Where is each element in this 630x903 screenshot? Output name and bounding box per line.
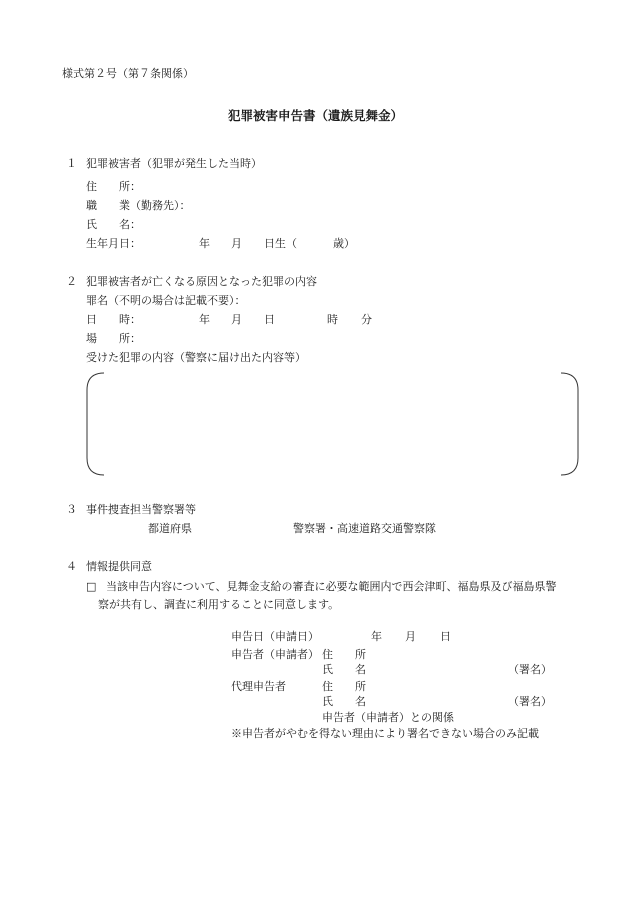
victim-name-label: 氏 名： <box>86 218 141 231</box>
crime-day: 日 <box>264 313 275 326</box>
police-station-label: 警察署・高速道路交通警察隊 <box>293 522 436 535</box>
agent-signature-mark: （署名） <box>508 695 552 708</box>
victim-dob-label: 生年月日： <box>86 237 141 250</box>
applicant-name-label: 氏 名 <box>322 663 366 676</box>
consent-text-line1: 当該申告内容について、見舞金支給の審査に必要な範囲内で西会津町、福島県及び福島県警 <box>106 580 557 593</box>
crime-minute: 分 <box>361 313 372 326</box>
consent-text-line2: 察が共有し、調査に利用することに同意します。 <box>98 598 340 611</box>
crime-hour: 時 <box>327 313 338 326</box>
agent-name-label: 氏 名 <box>322 695 366 708</box>
dob-age: 歳） <box>333 237 355 250</box>
crime-place-label: 場 所： <box>86 332 141 345</box>
victim-address-label: 住 所： <box>86 180 141 193</box>
application-date-label: 申告日（申請日） <box>231 630 319 643</box>
agent-address-label: 住 所 <box>322 680 366 693</box>
applicant-label: 申告者（申請者） <box>231 648 319 661</box>
crime-name-label: 罪名（不明の場合は記載不要）： <box>86 294 246 307</box>
crime-year: 年 <box>199 313 210 326</box>
crime-content-bracket-box[interactable] <box>86 372 579 476</box>
form-number: 様式第２号（第７条関係） <box>62 67 194 80</box>
agent-label: 代理申告者 <box>231 680 286 693</box>
application-year: 年 <box>371 630 382 643</box>
section1-heading: 犯罪被害者（犯罪が発生した当時） <box>86 157 262 170</box>
applicant-address-label: 住 所 <box>322 648 366 661</box>
section2-number: ２ <box>66 275 77 288</box>
section3-heading: 事件捜査担当警察署等 <box>86 503 196 516</box>
application-month: 月 <box>405 630 416 643</box>
dob-day: 日生（ <box>264 237 297 250</box>
crime-datetime-label: 日 時： <box>86 313 141 326</box>
section4-number: ４ <box>66 560 77 573</box>
page-title: 犯罪被害申告書（遺族見舞金） <box>228 108 404 123</box>
dob-year: 年 <box>199 237 210 250</box>
section3-number: ３ <box>66 503 77 516</box>
consent-checkbox[interactable]: □ <box>86 580 97 593</box>
section1-number: １ <box>66 157 77 170</box>
application-day: 日 <box>440 630 451 643</box>
signature-note: ※申告者がやむを得ない理由により署名できない場合のみ記載 <box>231 727 539 740</box>
dob-month: 月 <box>231 237 242 250</box>
relation-label: 申告者（申請者）との関係 <box>322 711 454 724</box>
crime-content-label: 受けた犯罪の内容（警察に届け出た内容等） <box>86 351 306 364</box>
crime-month: 月 <box>231 313 242 326</box>
section2-heading: 犯罪被害者が亡くなる原因となった犯罪の内容 <box>86 275 317 288</box>
prefecture-label: 都道府県 <box>148 522 192 535</box>
applicant-signature-mark: （署名） <box>508 663 552 676</box>
victim-occupation-label: 職 業（勤務先）： <box>86 199 191 212</box>
section4-heading: 情報提供同意 <box>86 560 152 573</box>
